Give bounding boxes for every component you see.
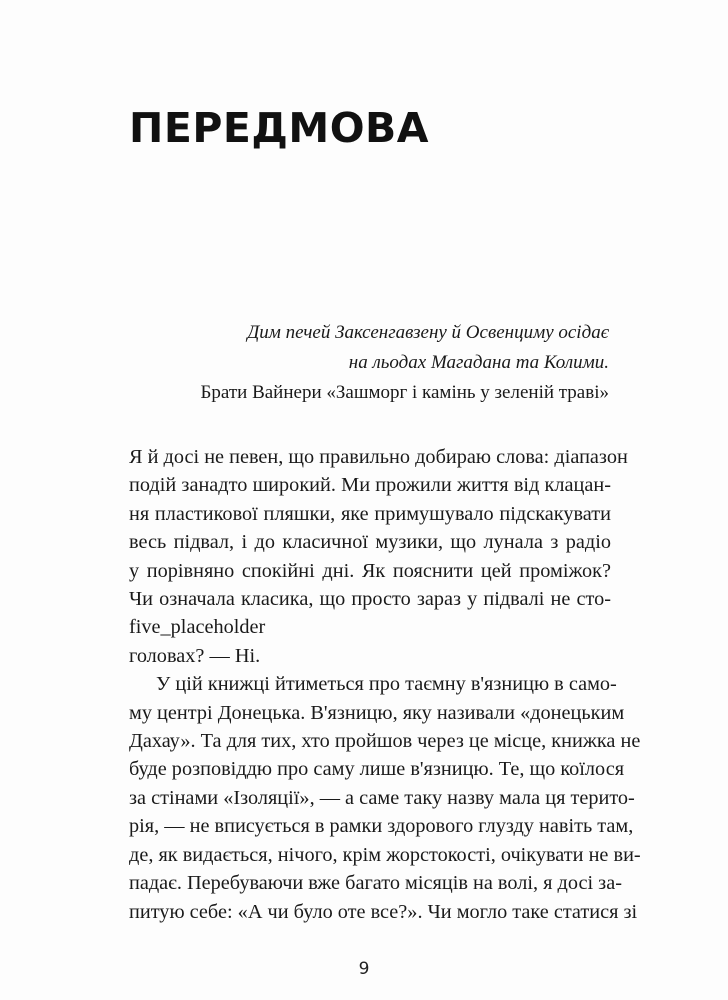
text-line: де, як видається, нічого, крім жорстокості, очікувати не ви-	[129, 843, 641, 866]
text-line: Дахау». Та для тих, хто пройшов через це місце, книжка не	[129, 730, 641, 753]
paragraph-2	[129, 670, 641, 926]
text-line: Чи означала класика, що просто зараз у підвалі не сто-	[129, 588, 611, 611]
text-line: Я й досі не певен, що правильно добираю слова: діапазон	[129, 446, 628, 468]
epigraph-quote-line: Дим печей Заксенгавзену й Освенциму осідає	[247, 322, 609, 343]
text-line: падає. Перебуваючи вже багато місяців на волі, я досі за-	[129, 872, 622, 895]
page-number: 9	[358, 959, 370, 979]
text-line: ня пластикової пляшки, яке примушувало підскакувати	[129, 502, 611, 525]
text-line: рія, — не вписується в рамки здорового глузду навіть там,	[129, 815, 634, 838]
text-line: за стінами «Ізоляції», — а саме таку назву мала ця терито-	[129, 786, 635, 809]
epigraph-quote-line: на льодах Магадана та Колими.	[348, 352, 609, 373]
text-line: весь підвал, і до класичної музики, що лунала з радіо	[129, 531, 611, 554]
text-line: five_placeholder	[129, 616, 266, 639]
text-line: буде розповіддю про саму лише в'язницю. Те, що коїлося	[129, 758, 625, 781]
text-line: подій занадто широкий. Ми прожили життя від клацан-	[129, 474, 611, 497]
text-line: му центрі Донецька. В'язницю, яку називали «донецьким	[129, 701, 625, 724]
text-line: головах? — Ні.	[129, 644, 261, 667]
text-line: питую себе: «А чи було оте все?». Чи могло таке статися зі	[129, 900, 638, 923]
epigraph-attribution: Брати Вайнери «Зашморг і камінь у зеленій траві»	[200, 382, 609, 403]
text-line: У цій книжці йтиметься про таємну в'язницю в само-	[156, 673, 617, 696]
chapter-title: ПЕРЕДМОВА	[129, 104, 430, 152]
epigraph	[129, 318, 609, 408]
paragraph-1	[129, 443, 628, 670]
body-text	[129, 443, 641, 926]
text-line: у порівняно спокійні дні. Як пояснити цей проміжок?	[129, 559, 611, 582]
